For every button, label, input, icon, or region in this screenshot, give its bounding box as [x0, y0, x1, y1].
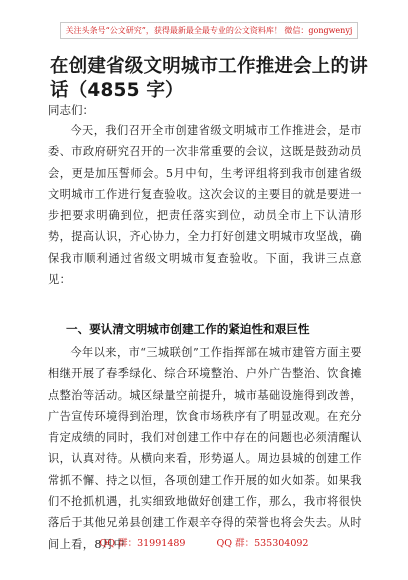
footer-qq-group-2: QQ 群：535304092 — [216, 538, 309, 549]
footer-bar — [0, 534, 408, 554]
section-heading: 一、要认清文明城市创建工作的紧迫性和艰巨性 — [66, 322, 310, 336]
header-banner: 关注头条号“公文研究”，获得最新最全最专业的公文资料库！ 微信：gongwenyj — [60, 22, 358, 39]
footer-qq-group-1: QQ 群：31991489 — [99, 538, 186, 549]
body-paragraph-1: 今天，我们召开全市创建省级文明城市工作推进会，是市委、市政府研究召开的一次非常重要的会议，这既是鼓劲动员会，更是加压誓师会。5月中旬，生考评组将到我市创建省级文明城市工作进行复查验收。这次会议的主要目的就是要进一步把要求明确到位，把责任落实到位，动员全市上下认清形势，提高认识，齐心协力，全力打好创建文明城市攻坚战，确保我市顺利通过省级文明城市复查验收。下面，我讲三点意见： — [48, 124, 362, 287]
document-title: 在创建省级文明城市工作推进会上的讲话（4855 字） — [50, 56, 368, 101]
body-paragraph-2: 今年以来，市“三城联创”工作指挥部在城市建管方面主要相继开展了春季绿化、综合环境整治、户外广告整治、饮食摊点整治等活动。城区绿量空前提升，城市基础设施得到改善，广告宣传环境得到治理，饮食市场秩序有了明显改观。在充分肯定成绩的同时，我们对创建工作中存在的问题也必须清醒认识，认真对待。从横向来看，形势逼人。周边县城的创建工作常抓不懈、持之以恒，各项创建工作开展的如火如荼。如果我们不抢抓机遇，扎实细致地做好创建工作，那么，我市将很快落后于其他兄弟县创建工作艰辛夺得的荣誉也将会失去。从时间上看，8月中 — [48, 346, 362, 551]
greeting: 同志们： — [48, 103, 94, 117]
